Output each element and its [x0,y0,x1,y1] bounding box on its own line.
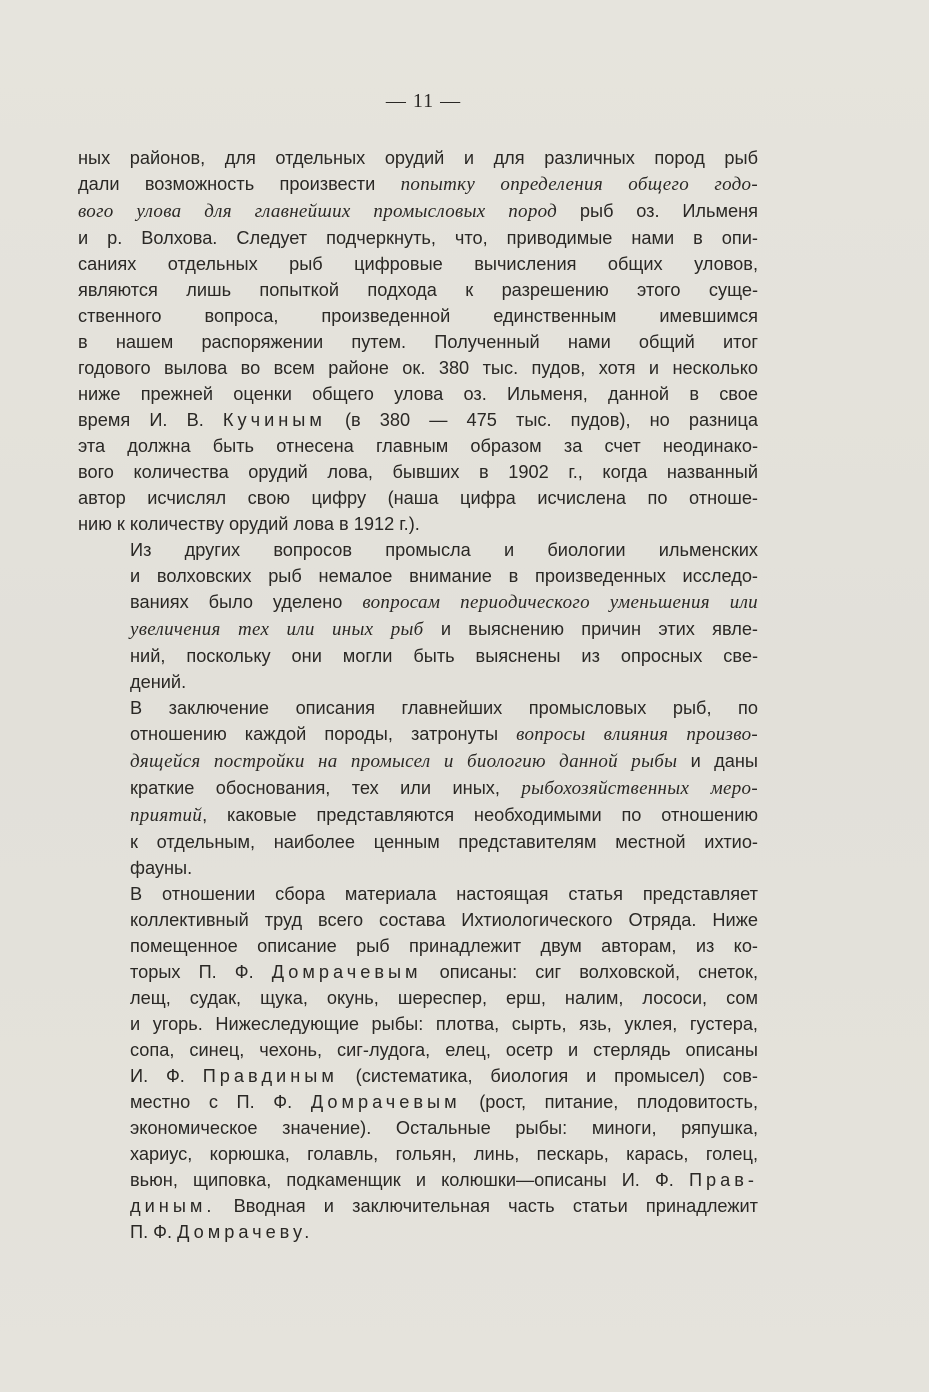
text-run: ниже прежней оценки общего улова оз. Ильменя, данной в свое [78,384,758,404]
text-run: краткие обоснования, тех или иных, [130,778,522,798]
text-run: вьюн, щиповка, подкаменщик и колюшки—описаны И. Ф. [130,1170,689,1190]
spaced-name: Домрачевым [310,1092,461,1112]
text-line [78,485,758,511]
text-run: , каковые представляются необходимыми по отношению [202,805,758,825]
text-run: В заключение описания главнейших промысловых рыб, по [130,698,758,718]
text-line [78,277,758,303]
paragraph [78,145,758,537]
text-line [78,251,758,277]
text-run: В отношении сбора материала настоящая статья представляет [130,884,758,904]
text-run: и выяснению причин этих явле- [423,619,758,639]
text-run: Из других вопросов промысла и биологии ильменских [130,540,758,560]
spaced-name: Кучиным [222,410,326,430]
text-line [78,669,758,695]
text-run: лещ, судак, щука, окунь, шереспер, ерш, налим, лососи, сом [130,988,758,1008]
text-run: Вводная и заключительная часть статьи принадлежит [215,1196,758,1216]
spaced-name: Правдиным [202,1066,338,1086]
text-run: ных районов, для отдельных орудий и для различных пород рыб [78,148,758,168]
italic-phrase: попытку определения общего годо- [400,174,758,195]
text-line [78,511,758,537]
text-line [78,1141,758,1167]
text-run: автор исчислял свою цифру (наша цифра исчислена по отноше- [78,488,758,508]
text-run: саниях отдельных рыб цифровые вычисления общих уловов, [78,254,758,274]
text-run: годового вылова во всем районе ок. 380 тыс. пудов, хотя и несколько [78,358,758,378]
text-line [78,907,758,933]
text-line [78,1167,758,1193]
text-line [78,959,758,985]
paragraph [78,881,758,1245]
text-run: вого количества орудий лова, бывших в 1902 г., когда названный [78,462,758,482]
text-run: нию к количеству орудий лова в 1912 г.). [78,514,420,534]
text-line [78,225,758,251]
text-run: И. Ф. [130,1066,203,1086]
text-line [78,171,758,198]
text-line [78,695,758,721]
text-line [78,589,758,616]
spaced-name: Домрачевым [271,962,422,982]
text-run: сопа, синец, чехонь, сиг-лудога, елец, осетр и стерлядь описаны [130,1040,758,1060]
spaced-name: Прав- [688,1170,758,1190]
text-line [78,1063,758,1089]
text-line [78,355,758,381]
text-line [78,329,758,355]
text-line [78,1115,758,1141]
spaced-name: диным. [130,1196,216,1216]
italic-phrase: приятий [130,805,203,826]
text-line [78,537,758,563]
text-run: дали возможность произвести [78,174,401,194]
text-run: и р. Волхова. Следует подчеркнуть, что, приводимые нами в опи- [78,228,758,248]
text-run: П. Ф. [130,1222,178,1242]
text-run: (в 380 — 475 тыс. пудов), но разница [325,410,759,430]
text-run: хариус, корюшка, голавль, гольян, линь, пескарь, карась, голец, [130,1144,758,1164]
text-run: торых П. Ф. [130,962,272,982]
text-line [78,1011,758,1037]
text-run: фауны. [130,858,193,878]
page-number: — 11 — [385,90,462,112]
text-line [78,381,758,407]
text-run: местно с П. Ф. [130,1092,311,1112]
text-line [78,1037,758,1063]
text-line [78,933,758,959]
text-line [78,459,758,485]
text-line [78,829,758,855]
text-line [78,775,758,802]
text-run: дений. [130,672,187,692]
text-run: и даны [677,751,759,771]
text-line [78,303,758,329]
text-line [78,1193,758,1219]
text-line [78,1219,758,1245]
text-line [78,198,758,225]
text-line [78,563,758,589]
text-run: в нашем распоряжении путем. Полученный нами общий итог [78,332,758,352]
body-text [78,145,758,1245]
text-line [78,748,758,775]
text-run: помещенное описание рыб принадлежит двум авторам, из ко- [130,936,758,956]
italic-phrase: увеличения тех или иных рыб [130,619,424,640]
text-line [78,802,758,829]
italic-phrase: вопросы влияния произво- [516,724,758,745]
text-run: к отдельным, наиболее ценным представителям местной ихтио- [130,832,758,852]
text-run: эта должна быть отнесена главным образом за счет неодинако- [78,436,758,456]
text-run: коллективный труд всего состава Ихтиологического Отряда. Ниже [130,910,758,930]
text-run: ний, поскольку они могли быть выяснены из опросных све- [130,646,758,666]
text-run: являются лишь попыткой подхода к разрешению этого суще- [78,280,758,300]
text-run: время И. В. [78,410,223,430]
text-line [78,721,758,748]
text-line [78,145,758,171]
text-run: (рост, питание, плодовитость, [460,1092,758,1112]
text-run: рыб оз. Ильменя [557,201,758,221]
text-line [78,985,758,1011]
paragraph [78,695,758,881]
text-line [78,855,758,881]
paragraph [78,537,758,695]
text-line [78,643,758,669]
text-line [78,616,758,643]
text-run: ственного вопроса, произведенной единственным имевшимся [78,306,758,326]
text-run: описаны: сиг волховской, снеток, [421,962,758,982]
italic-phrase: рыбохозяйственных меро- [521,778,758,799]
italic-phrase: дящейся постройки на промысел и биологию данной рыбы [130,751,678,772]
text-line [78,881,758,907]
spaced-name: Домрачеву. [177,1222,314,1242]
text-run: (систематика, биология и промысел) сов- [337,1066,758,1086]
italic-phrase: вопросам периодического уменьшения или [362,592,758,613]
text-run: отношению каждой породы, затронуты [130,724,517,744]
text-line [78,407,758,433]
text-line [78,1089,758,1115]
italic-phrase: вого улова для главнейших промысловых пород [78,201,558,222]
text-run: ваниях было уделено [130,592,363,612]
text-line [78,433,758,459]
text-run: и угорь. Нижеследующие рыбы: плотва, сырть, язь, уклея, густера, [130,1014,758,1034]
text-run: и волховских рыб немалое внимание в произведенных исследо- [130,566,758,586]
text-run: экономическое значение). Остальные рыбы: миноги, ряпушка, [130,1118,758,1138]
